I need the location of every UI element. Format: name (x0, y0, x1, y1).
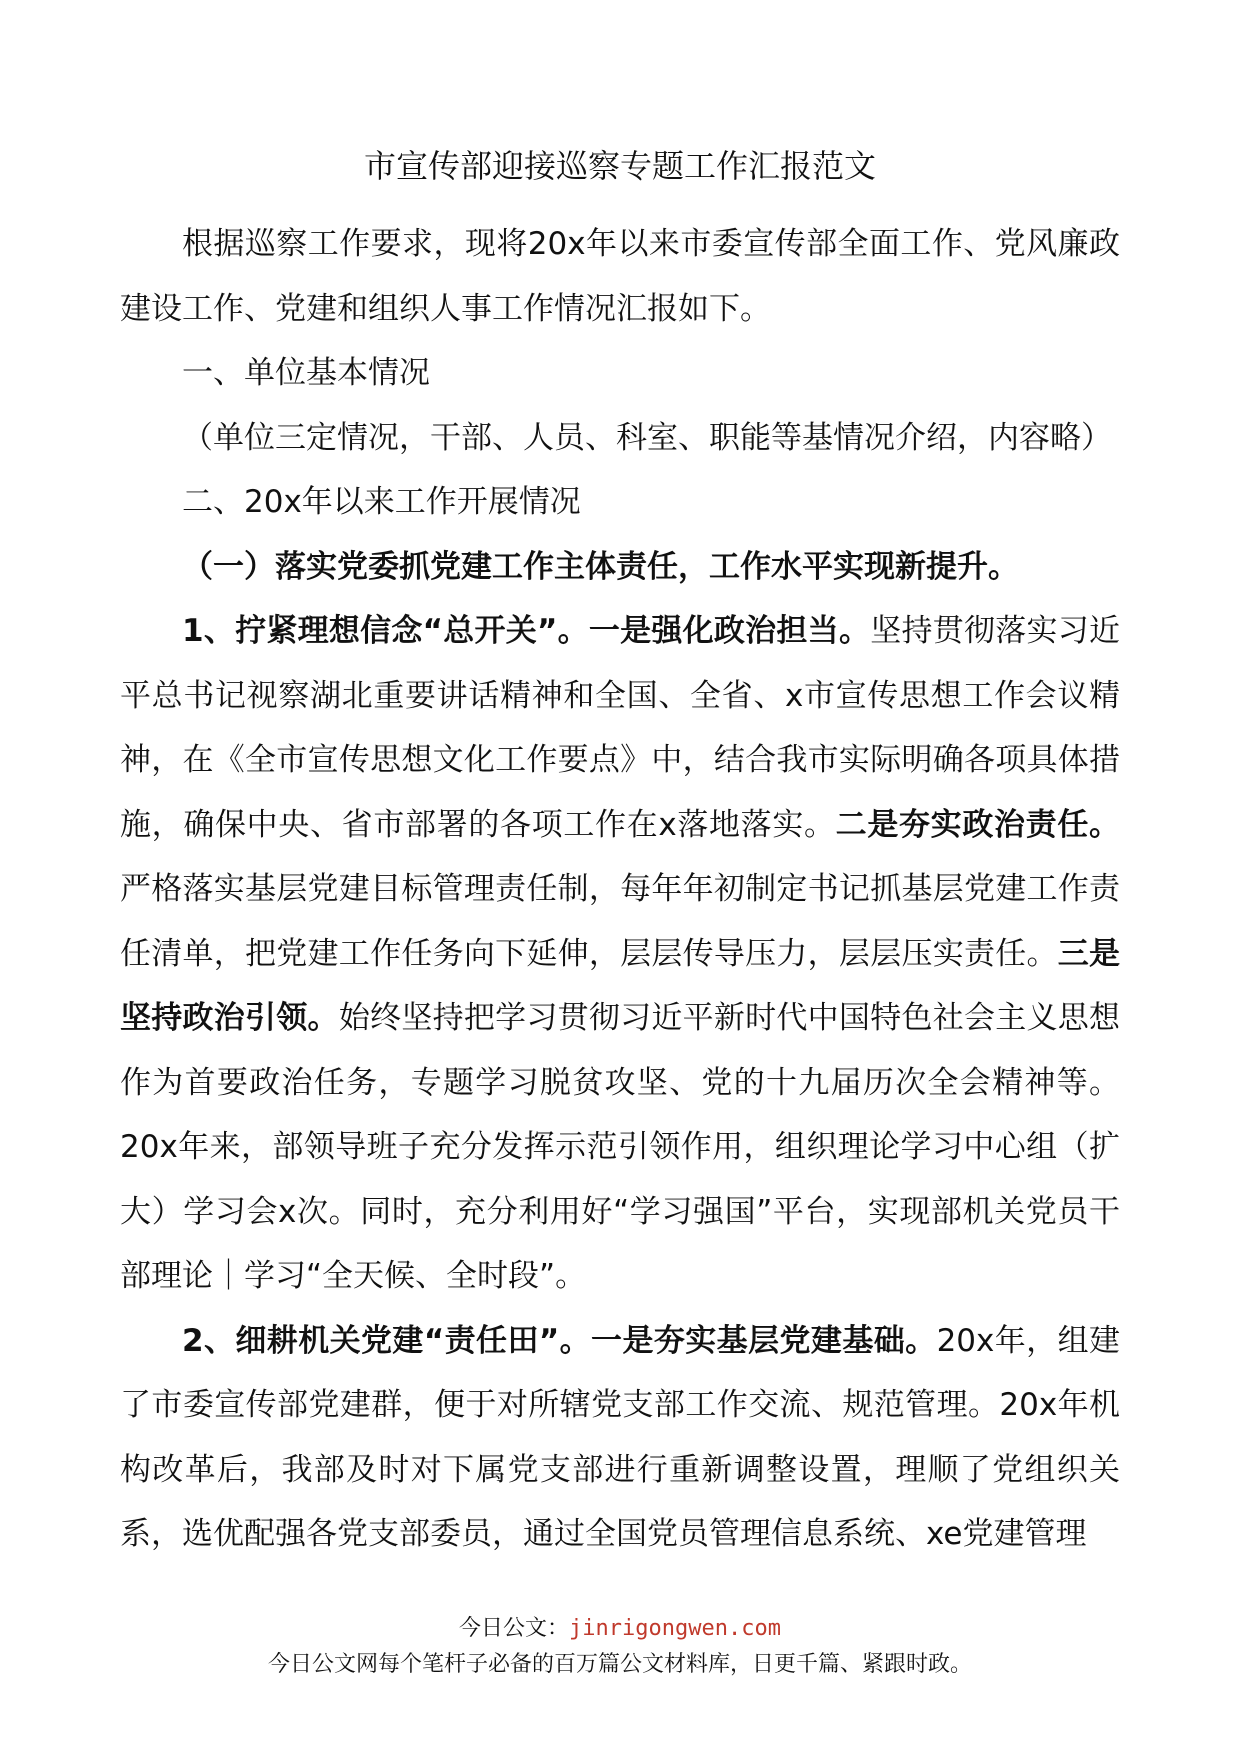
item-1-text-3: 始终坚持把学习贯彻习近平新时代中国特色社会主义思想作为首要政治任务，专题学习脱贫攻坚、党的十九届历次全会精神等。20x年来，部领导班子充分发挥示范引领作用，组织理论学习中心组（扩大）学习会x次。同时，充分利用好“学习强国”平台，实现部机关党员干部理论｜学习“全天候、全时段”。 (120, 1000, 1121, 1294)
item-1-text-2: 严格落实基层党建目标管理责任制，每年年初制定书记抓基层党建工作责任清单，把党建工作任务向下延伸，层层传导压力，层层压实责任。 (120, 871, 1120, 972)
subsection-1-heading-text: （一）落实党委抓党建工作主体责任，工作水平实现新提升。 (182, 548, 1019, 585)
footer-source-line (0, 1612, 1240, 1646)
item-2-paragraph (120, 1309, 1120, 1567)
section-1-heading: 一、单位基本情况 (182, 355, 430, 391)
item-2-lead: 2、细耕机关党建“责任田”。一是夯实基层党建基础。 (182, 1322, 937, 1359)
document-body (120, 212, 1120, 1567)
footer-source-label: 今日公文： (459, 1616, 570, 1641)
section-1-note: （单位三定情况，干部、人员、科室、职能等基情况介绍，内容略） (182, 419, 1112, 456)
item-1-lead: 1、拧紧理想信念“总开关”。一是强化政治担当。 (182, 613, 871, 649)
intro-paragraph: 根据巡察工作要求，现将20x年以来市委宣传部全面工作、党风廉政建设工作、党建和组织人事工作情况汇报如下。 (120, 226, 1120, 327)
item-2-text: 20x年，组建了市委宣传部党建群，便于对所辖党支部工作交流、规范管理。20x年机构改革后，我部及时对下属党支部进行重新调整设置，理顺了党组织关系，选优配强各党支部委员，通过全国党员管理信息系统、xe党建管理 (120, 1322, 1120, 1552)
subsection-1-heading (120, 535, 1120, 600)
section-2-heading: 二、20x年以来工作开展情况 (182, 484, 581, 520)
item-1-bold-2: 二是夯实政治责任。 (835, 806, 1121, 843)
footer-tagline: 今日公文网每个笔杆子必备的百万篇公文材料库，日更千篇、紧跟时政。 (267, 1652, 972, 1677)
document-title: 市宣传部迎接巡察专题工作汇报范文 (363, 147, 876, 185)
item-1-text-1: 坚持贯彻落实习近平总书记视察湖北重要讲话精神和全国、全省、x市宣传思想工作会议精神，在《全市宣传思想文化工作要点》中，结合我市实际明确各项具体措施，确保中央、省市部署的各项工作在x落地落实。 (120, 613, 1120, 843)
item-1-paragraph (120, 599, 1120, 1309)
footer-source-link[interactable]: jinrigongwen.com (569, 1616, 781, 1641)
item-1-bold-3: 三是坚持政治引领。 (120, 935, 1121, 1036)
